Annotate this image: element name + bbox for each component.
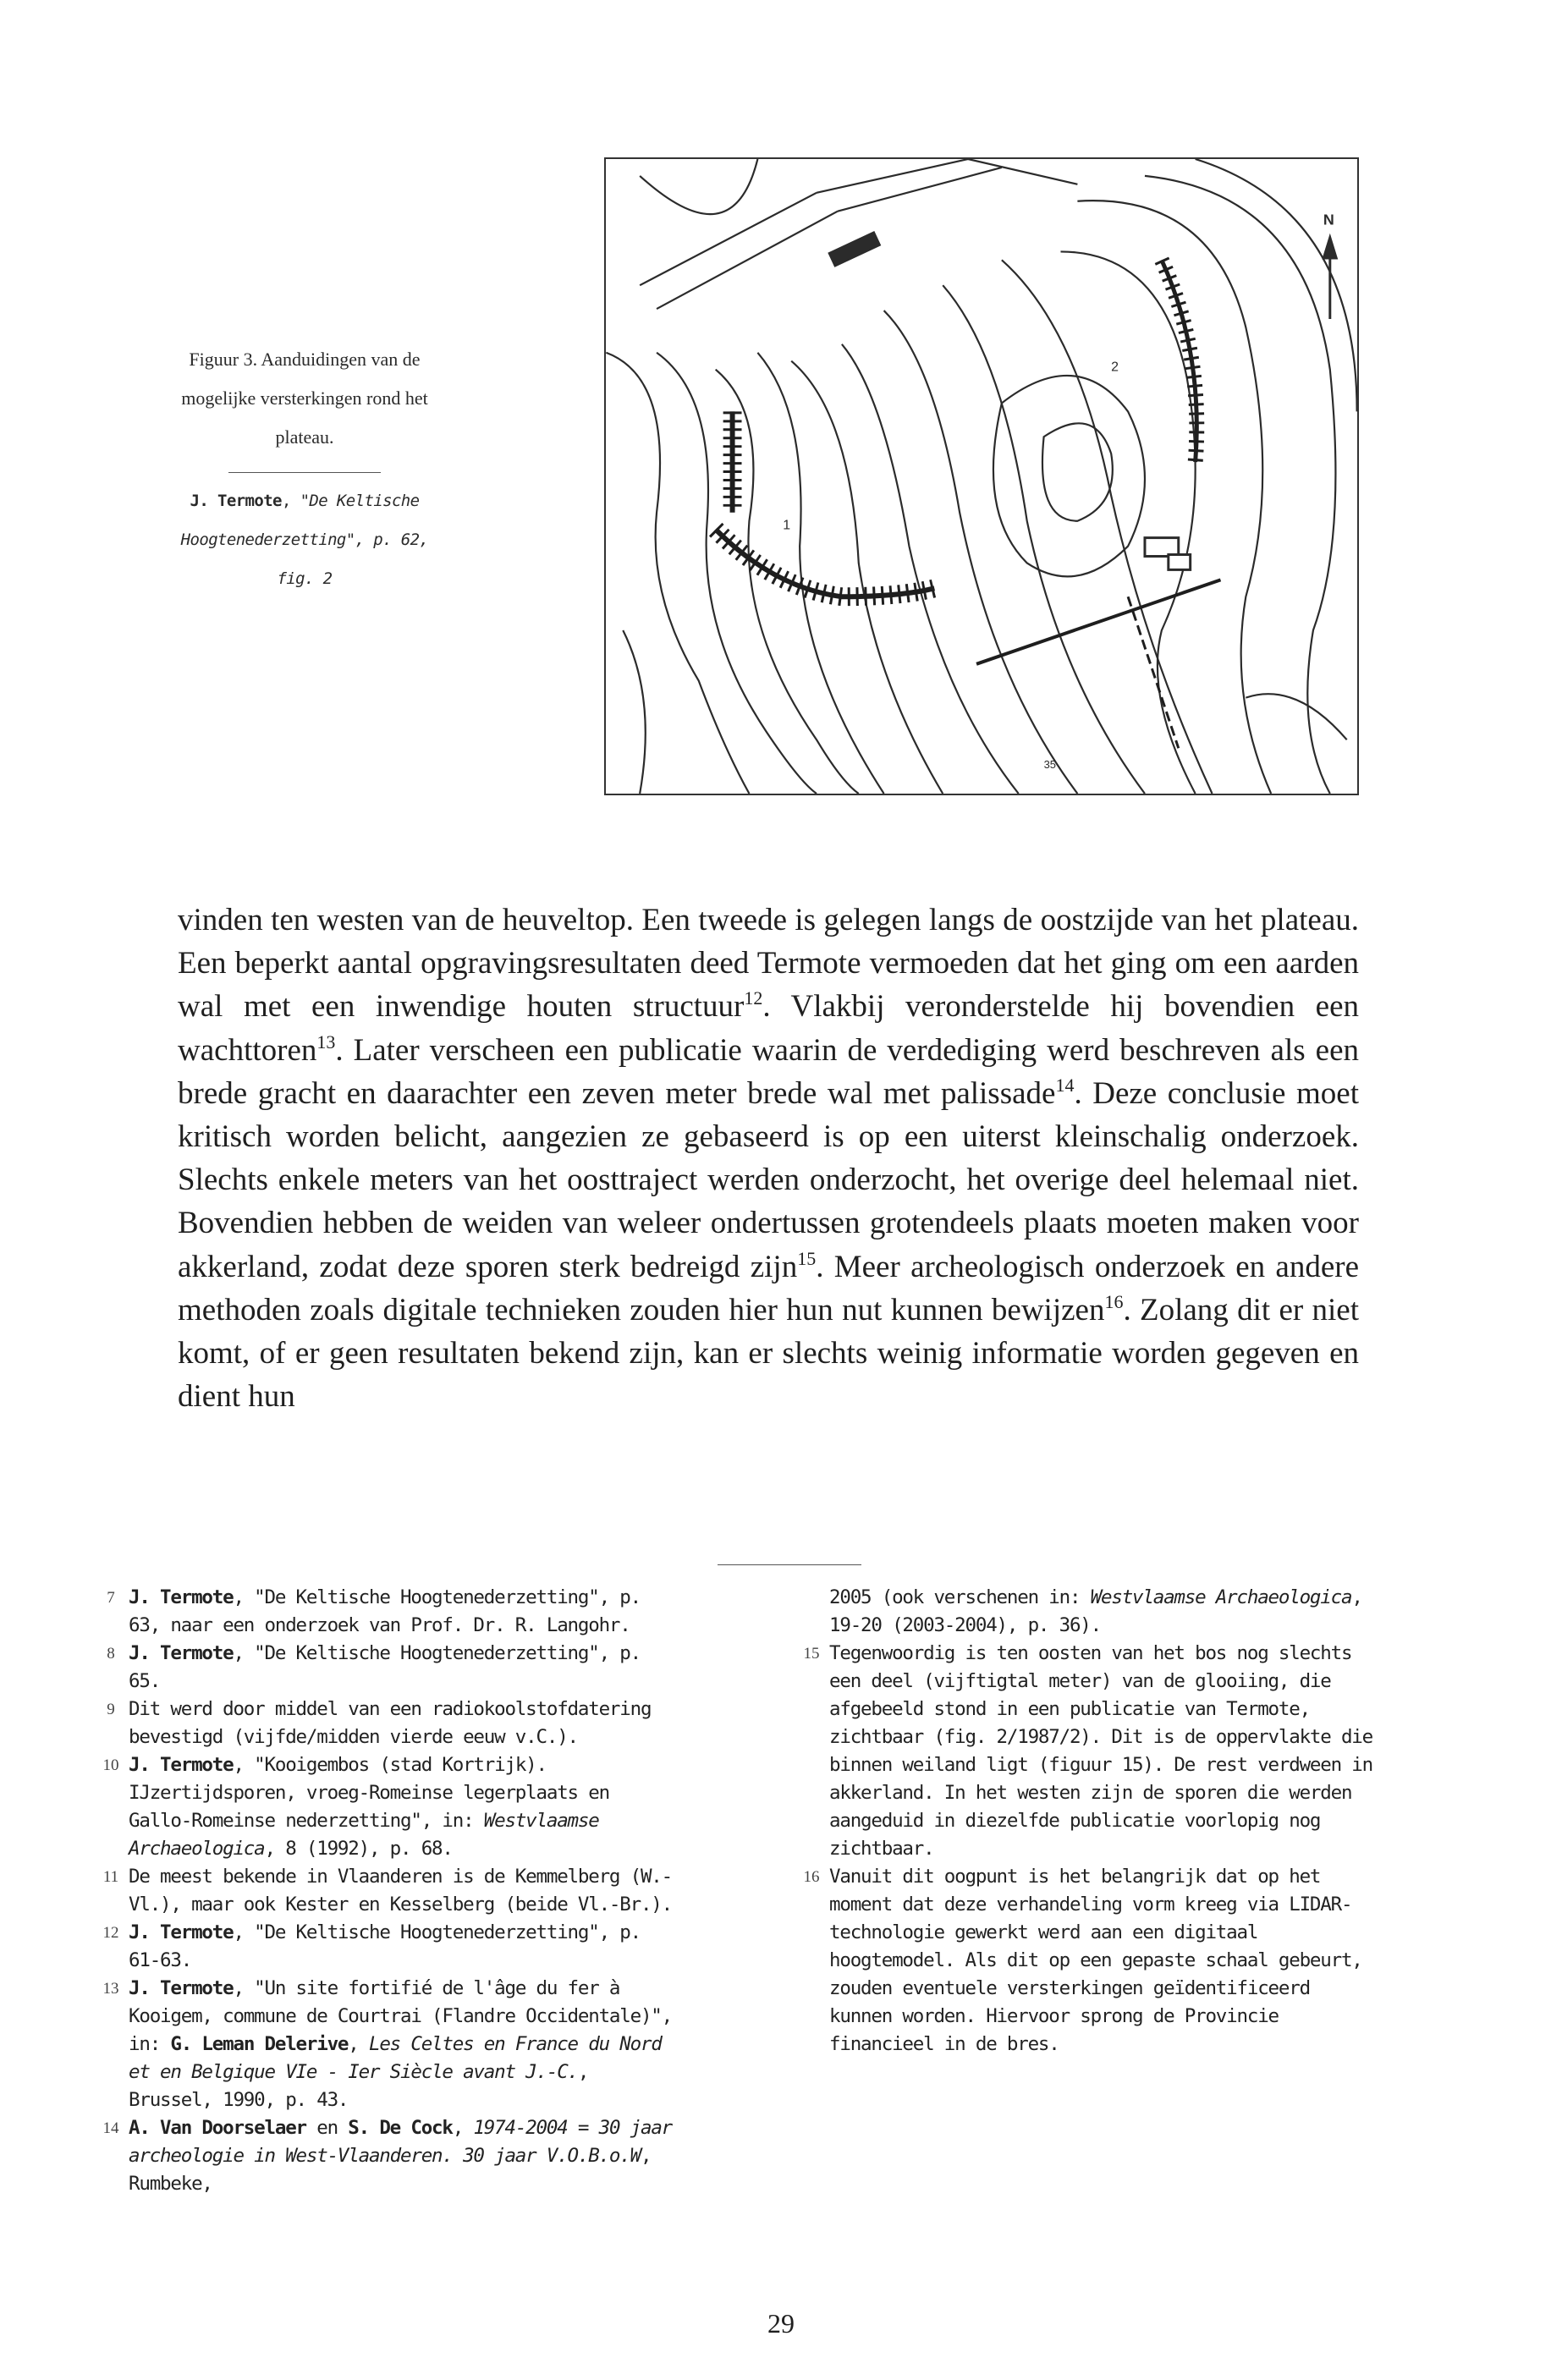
footnote-text: , "Kooigembos (stad Kortrijk). IJzertijdsporen, vroeg-Romeinse legerplaats en Gallo-Romeinse nederzetting", in:	[129, 1754, 609, 1832]
footnote-ref-12[interactable]: 12	[744, 987, 763, 1009]
footnotes-right-column	[794, 1584, 1378, 2058]
caption-divider	[228, 472, 381, 473]
footnote-10	[93, 1751, 677, 1863]
caption-line-2: mogelijke versterkingen rond het	[181, 388, 428, 409]
caption-line-1: Figuur 3. Aanduidingen van de	[189, 349, 421, 370]
footnote-ref-13[interactable]: 13	[316, 1031, 336, 1053]
footnote-journal: Westvlaamse Archaeologica	[1090, 1586, 1352, 1608]
footnote-ref-14[interactable]: 14	[1055, 1074, 1075, 1096]
footnote-text: , Rumbeke,	[129, 2145, 652, 2195]
footnote-author: J. Termote	[129, 1921, 234, 1943]
body-text-4: . Deze conclusie moet kritisch worden belicht, aangezien ze gebaseerd is op een uiterst kleinschalig onderzoek. Slechts enkele meters van het oosttraject werden onderzocht, het overige deel helemaal niet. Bovendien hebben de weiden van weleer ondertussen grotendeels plaats moeten maken voor akkerland, zodat deze sporen sterk bedreigd zijn	[178, 1075, 1359, 1284]
footnote-number: 15	[803, 1645, 820, 1663]
body-text-6: . Zolang dit er niet komt, of er geen resultaten bekend zijn, kan er slechts weinig informatie worden gegeven en dient hun	[178, 1292, 1359, 1415]
footnote-7	[93, 1584, 677, 1640]
footnote-text: 2005 (ook verschenen in:	[829, 1586, 1091, 1608]
body-text-1: vinden ten westen van de heuveltop. Een tweede is gelegen langs de oostzijde van het plateau. Een beperkt aantal opgravingsresultaten deed Termote vermoeden dat het ging om een aarden wal met een inwendige houten structuur	[178, 903, 1359, 1025]
footnote-author: J. Termote	[129, 1754, 234, 1776]
footnote-11	[93, 1863, 677, 1919]
building-east-2	[1169, 555, 1191, 570]
contour-line	[791, 361, 943, 794]
footnotes-left-column	[93, 1584, 677, 2198]
contour-map	[606, 159, 1357, 794]
road-line	[657, 212, 838, 309]
footnote-ref-16[interactable]: 16	[1104, 1290, 1124, 1312]
footnote-journal: Westvlaamse Archaeologica	[129, 1810, 599, 1860]
footnote-14	[93, 2114, 677, 2198]
body-paragraph	[178, 899, 1359, 1418]
footnote-ref-15[interactable]: 15	[797, 1247, 817, 1269]
footnote-text: Vanuit dit oogpunt is het belangrijk dat op het moment dat deze verhandeling vorm kreeg via LIDAR-technologie gewerkt werd aan een digitaal hoogtemodel. Als dit op een gepaste schaal gebeurt, zouden eventuele versterkingen geïdentificeerd kunnen worden. Hiervoor sprong de Provincie financieel in de bres.	[829, 1866, 1362, 2055]
contour-line	[606, 353, 749, 794]
contour-line	[842, 344, 1019, 794]
contour-line	[623, 630, 646, 794]
footnote-16	[794, 1863, 1378, 2058]
contour-line	[640, 159, 757, 214]
road-line	[640, 193, 817, 285]
footnote-9	[93, 1696, 677, 1751]
footnote-number: 13	[102, 1980, 119, 1998]
footnote-number: 9	[107, 1701, 115, 1718]
contour-line	[884, 311, 1078, 794]
footnote-title: 1974-2004 = 30 jaar archeologie in West-Vlaanderen. 30 jaar V.O.B.o.W	[129, 2117, 673, 2167]
footnote-text: , 19-20 (2003-2004), p. 36).	[829, 1586, 1362, 1636]
footnote-number: 8	[107, 1645, 115, 1663]
contour-label: 35	[1043, 758, 1056, 772]
footnote-number: 11	[102, 1868, 119, 1886]
contour-line	[1042, 423, 1113, 520]
trench-line	[976, 580, 1220, 663]
body-text-2: . Vlakbij veronderstelde hij bovendien een wachttoren	[178, 989, 1359, 1068]
credit-author: J. Termote	[190, 492, 282, 510]
contour-line	[1196, 159, 1357, 411]
map-label-2: 2	[1111, 360, 1119, 375]
footnote-number: 10	[102, 1756, 119, 1774]
contour-line	[1061, 251, 1196, 794]
footnote-text: , Brussel, 1990, p. 43.	[129, 2061, 589, 2111]
contour-line	[657, 353, 817, 794]
footnote-number: 7	[107, 1589, 115, 1607]
road-line	[838, 168, 1002, 212]
footnote-number: 14	[102, 2119, 119, 2137]
footnote-number: 12	[102, 1924, 119, 1942]
footnote-author-2: G. Leman Delerive	[170, 2033, 349, 2055]
contour-line	[1246, 694, 1346, 739]
map-label-1: 1	[783, 518, 791, 533]
footnote-sep: ,	[452, 2117, 474, 2139]
caption-credit	[178, 481, 432, 598]
north-arrow-head	[1323, 237, 1337, 259]
footnote-author: A. Van Doorselaer	[129, 2117, 306, 2139]
road-line	[817, 159, 968, 193]
trench-line	[1128, 596, 1179, 748]
body-text-3: . Later verscheen een publicatie waarin de verdediging werd beschreven als een brede gracht en daarachter een zeven meter brede wal met palissade	[178, 1032, 1359, 1111]
footnote-14-continued	[794, 1584, 1378, 1640]
contour-line	[993, 376, 1145, 576]
credit-title: "De Keltische Hoogtenederzetting", p. 62, fig. 2	[180, 492, 429, 588]
footnote-title: Les Celtes en France du Nord et en Belgique VIe - Ier Siècle avant J.-C.	[129, 2033, 662, 2083]
footnote-author: J. Termote	[129, 1642, 234, 1664]
footnote-text: , 8 (1992), p. 68.	[264, 1838, 453, 1860]
footnote-12	[93, 1919, 677, 1975]
body-text-5: . Meer archeologisch onderzoek en andere methoden zoals digitale technieken zouden hier hun nut kunnen bewijzen	[178, 1249, 1359, 1327]
footnote-text: , "De Keltische Hoogtenederzetting", p. 65.	[129, 1642, 641, 1692]
footnote-8	[93, 1640, 677, 1696]
footnote-text: De meest bekende in Vlaanderen is de Kemmelberg (W.-Vl.), maar ook Kester en Kesselberg (beide Vl.-Br.).	[129, 1866, 672, 1916]
contour-line	[1002, 260, 1213, 794]
footnote-text: , "Un site fortifié de l'âge du fer à Kooigem, commune de Courtrai (Flandre Occidentale)", in:	[129, 1977, 672, 2055]
figure-caption	[178, 340, 432, 598]
footnote-sep: ,	[348, 2033, 369, 2055]
north-label: N	[1323, 211, 1334, 228]
footnote-text: Tegenwoordig is ten oosten van het bos nog slechts een deel (vijftigtal meter) van de glooiing, die afgebeeld stond in een publicatie van Termote, zichtbaar (fig. 2/1987/2). Dit is de oppervlakte die binnen weiland ligt (figuur 15). De rest verdween in akkerland. In het westen zijn de sporen die werden aangeduid in diezelfde publicatie voorlopig nog zichtbaar.	[829, 1642, 1372, 1860]
footnote-author: J. Termote	[129, 1586, 234, 1608]
footnote-text: , "De Keltische Hoogtenederzetting", p. 63, naar een onderzoek van Prof. Dr. R. Langohr.	[129, 1586, 641, 1636]
building-north	[828, 232, 881, 267]
footnote-number: 16	[803, 1868, 820, 1886]
credit-separator: ,	[281, 492, 300, 510]
footnote-15	[794, 1640, 1378, 1863]
page-number: 29	[767, 2308, 795, 2339]
contour-map-figure	[604, 157, 1359, 795]
footnote-text: , "De Keltische Hoogtenederzetting", p. 61-63.	[129, 1921, 641, 1971]
footnote-separator	[718, 1564, 861, 1565]
footnote-author: J. Termote	[129, 1977, 234, 1999]
footnote-and: en	[305, 2117, 349, 2139]
footnote-author-2: S. De Cock	[348, 2117, 453, 2139]
footnote-13	[93, 1975, 677, 2114]
footnote-text: Dit werd door middel van een radiokoolstofdatering bevestigd (vijfde/midden vierde eeuw v.C.).	[129, 1698, 652, 1748]
caption-line-3: plateau.	[275, 426, 334, 448]
